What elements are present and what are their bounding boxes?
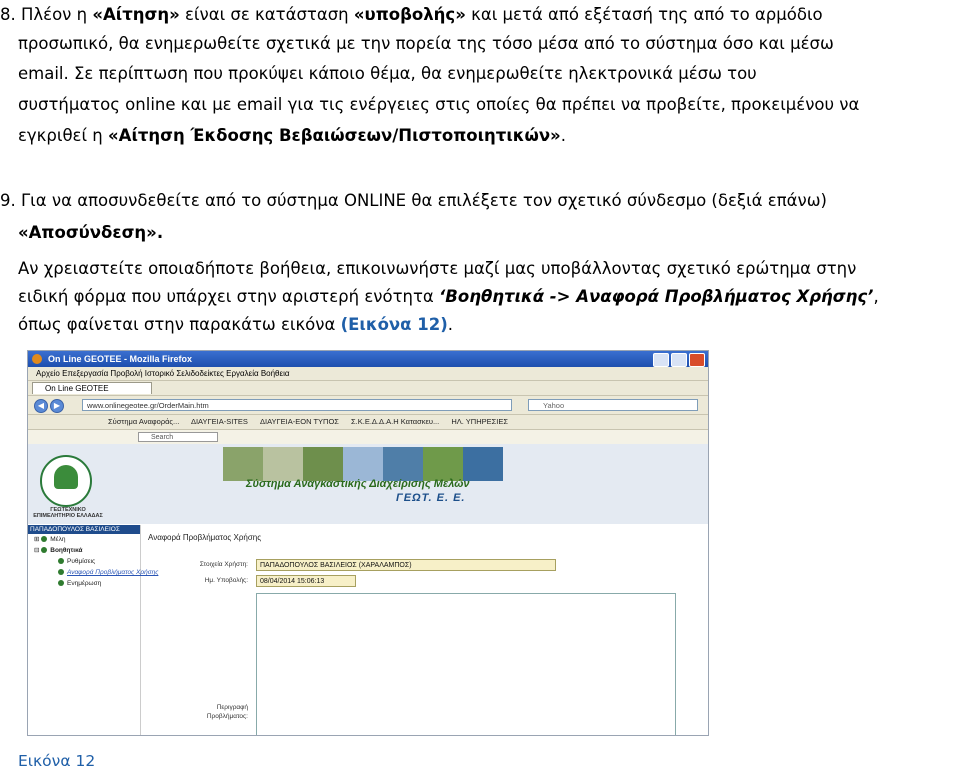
bookmark: ΗΛ. ΥΠΗΡΕΣΙΕΣ (451, 417, 508, 426)
close-icon (689, 353, 705, 367)
item8-line4: συστήματος online και με email για τις ενέργειες στις οποίες θα πρέπει να προβείτε, προκειμένου να (18, 95, 860, 114)
menubar: Αρχείο Επεξεργασία Προβολή Ιστορικό Σελιδοδείκτες Εργαλεία Βοήθεια (28, 367, 708, 381)
photo (383, 447, 423, 481)
back-icon: ◀ (34, 399, 48, 413)
text: Πλέον η (15, 5, 93, 24)
field-label: Ημ. Υποβολής: (204, 577, 248, 584)
text: εγκριθεί η (18, 126, 109, 145)
photo (463, 447, 503, 481)
bookmark: Σύστημα Αναφοράς... (108, 417, 180, 426)
item-number: 8. (0, 5, 16, 24)
photo (343, 447, 383, 481)
help-line3 (18, 314, 453, 336)
forward-icon: ▶ (50, 399, 64, 413)
bookmark: Σ.Κ.Ε.Δ.Δ.Α.Η Κατασκευ... (351, 417, 440, 426)
help-line2 (18, 286, 879, 308)
geotee-logo (40, 455, 92, 507)
text: . (560, 126, 566, 145)
window-titlebar (28, 351, 708, 367)
bookmarks-bar (28, 415, 708, 430)
sidebar-item-label: Ενημέρωση (67, 580, 102, 587)
item8-line3: email. Σε περίπτωση που προκύψει κάποιο θέμα, θα ενημερωθείτε ηλεκτρονικά μέσω του (18, 64, 757, 83)
sidebar-subitem-problem-report[interactable] (28, 567, 159, 578)
browser-screenshot (27, 350, 709, 736)
user-field[interactable]: ΠΑΠΑΔΟΠΟΥΛΟΣ ΒΑΣΙΛΕΙΟΣ (ΧΑΡΑΛΑΜΠΟΣ) (256, 559, 556, 571)
logo-text: ΓΕΩΤΕΧΝΙΚΟ ΕΠΙΜΕΛΗΤΗΡΙΟ ΕΛΛΑΔΑΣ (33, 507, 103, 519)
sidebar (28, 525, 159, 735)
bold-term: «Αίτηση» (92, 5, 180, 24)
window-controls (653, 353, 705, 367)
bookmark: ΔΙΑΥΓΕΙΑ-SITES (190, 417, 248, 426)
item8-line1 (0, 4, 823, 26)
banner-subtitle: ΓΕΩΤ. Ε. Ε. (396, 492, 466, 504)
figure-caption: Εικόνα 12 (18, 752, 96, 770)
figure-reference: (Εικόνα 12) (340, 315, 448, 334)
maximize-icon (671, 353, 687, 367)
banner-photos (223, 447, 503, 481)
text: και μετά από εξέτασή της από το αρμόδιο (465, 5, 823, 24)
browser-tab: On Line GEOTEE (32, 382, 152, 394)
toolbar-row (28, 430, 708, 445)
item8-line2: προσωπικό, θα ενημερωθείτε σχετικά με την πορεία της τόσο μέσα από το σύστημα όσο και μέσω (18, 34, 834, 53)
form-row-date (148, 575, 688, 587)
date-field[interactable]: 08/04/2014 15:06:13 (256, 575, 356, 587)
form-row-user (148, 559, 688, 571)
text: , (873, 287, 879, 306)
sidebar-subitem-settings[interactable] (28, 556, 140, 567)
sidebar-item-label: Ρυθμίσεις (67, 558, 96, 565)
navigation-bar (28, 396, 708, 415)
search-engine-box: Yahoo (528, 399, 698, 411)
sidebar-item-label: Αναφορά Προβλήματος Χρήσης (67, 569, 159, 576)
firefox-icon (32, 354, 42, 364)
sidebar-item-members[interactable]: ⊞ Μέλη (34, 536, 66, 543)
photo (263, 447, 303, 481)
update-icon (58, 580, 64, 586)
bold-term: «υποβολής» (353, 5, 466, 24)
photo (423, 447, 463, 481)
banner-title: Σύστημα Αναγκαστικής Διαχείρισης Μελών (246, 478, 470, 490)
window-title: On Line GEOTEE - Mozilla Firefox (48, 354, 193, 364)
text: όπως φαίνεται στην παρακάτω εικόνα (18, 315, 341, 334)
item9-line2: «Αποσύνδεση». (18, 223, 164, 242)
text: . (447, 315, 453, 334)
sidebar-item-helpers[interactable]: ⊟ Βοηθητικά (34, 547, 83, 554)
help-line1: Αν χρειαστείτε οποιαδήποτε βοήθεια, επικοινωνήστε μαζί μας υποβάλλοντας σχετικό ερώτημα στην (18, 259, 857, 278)
toolbar-search: Search (138, 432, 218, 442)
field-label: Περιγραφή Προβλήματος: (206, 704, 248, 720)
menu-path: ‘Βοηθητικά -> Αναφορά Προβλήματος Χρήσης’ (439, 287, 874, 306)
text: είναι σε κατάσταση (179, 5, 354, 24)
bold-term: «Αίτηση Έκδοσης Βεβαιώσεων/Πιστοποιητικών» (108, 126, 561, 145)
field-label: Στοιχεία Χρήστη: (199, 561, 248, 568)
settings-icon (58, 558, 64, 564)
sidebar-item-label: Βοηθητικά (50, 547, 83, 554)
sidebar-subitem-update[interactable] (28, 578, 140, 589)
url-bar: www.onlinegeotee.gr/OrderMain.htm (82, 399, 512, 411)
description-textarea[interactable] (256, 593, 676, 736)
folder-icon (41, 547, 47, 553)
text: ειδική φόρμα που υπάρχει στην αριστερή ενότητα (18, 287, 440, 306)
item9-line1: 9. Για να αποσυνδεθείτε από το σύστημα ONLINE θα επιλέξετε τον σχετικό σύνδεσμο (δεξιά επάνω) (0, 191, 827, 210)
report-icon (58, 569, 64, 575)
form-title: Αναφορά Προβλήματος Χρήσης (148, 533, 262, 542)
photo (303, 447, 343, 481)
photo (223, 447, 263, 481)
sidebar-item-label: Μέλη (50, 536, 66, 543)
sidebar-user: ΠΑΠΑΔΟΠΟΥΛΟΣ ΒΑΣΙΛΕΙΟΣ (28, 525, 140, 534)
bookmark: ΔΙΑΥΓΕΙΑ-ΕΟΝ ΤΥΠΟΣ (260, 417, 339, 426)
item8-line5 (18, 125, 566, 147)
tab-bar (28, 381, 708, 396)
problem-report-form (142, 525, 704, 735)
minimize-icon (653, 353, 669, 367)
folder-icon (41, 536, 47, 542)
form-row-description (148, 593, 688, 720)
